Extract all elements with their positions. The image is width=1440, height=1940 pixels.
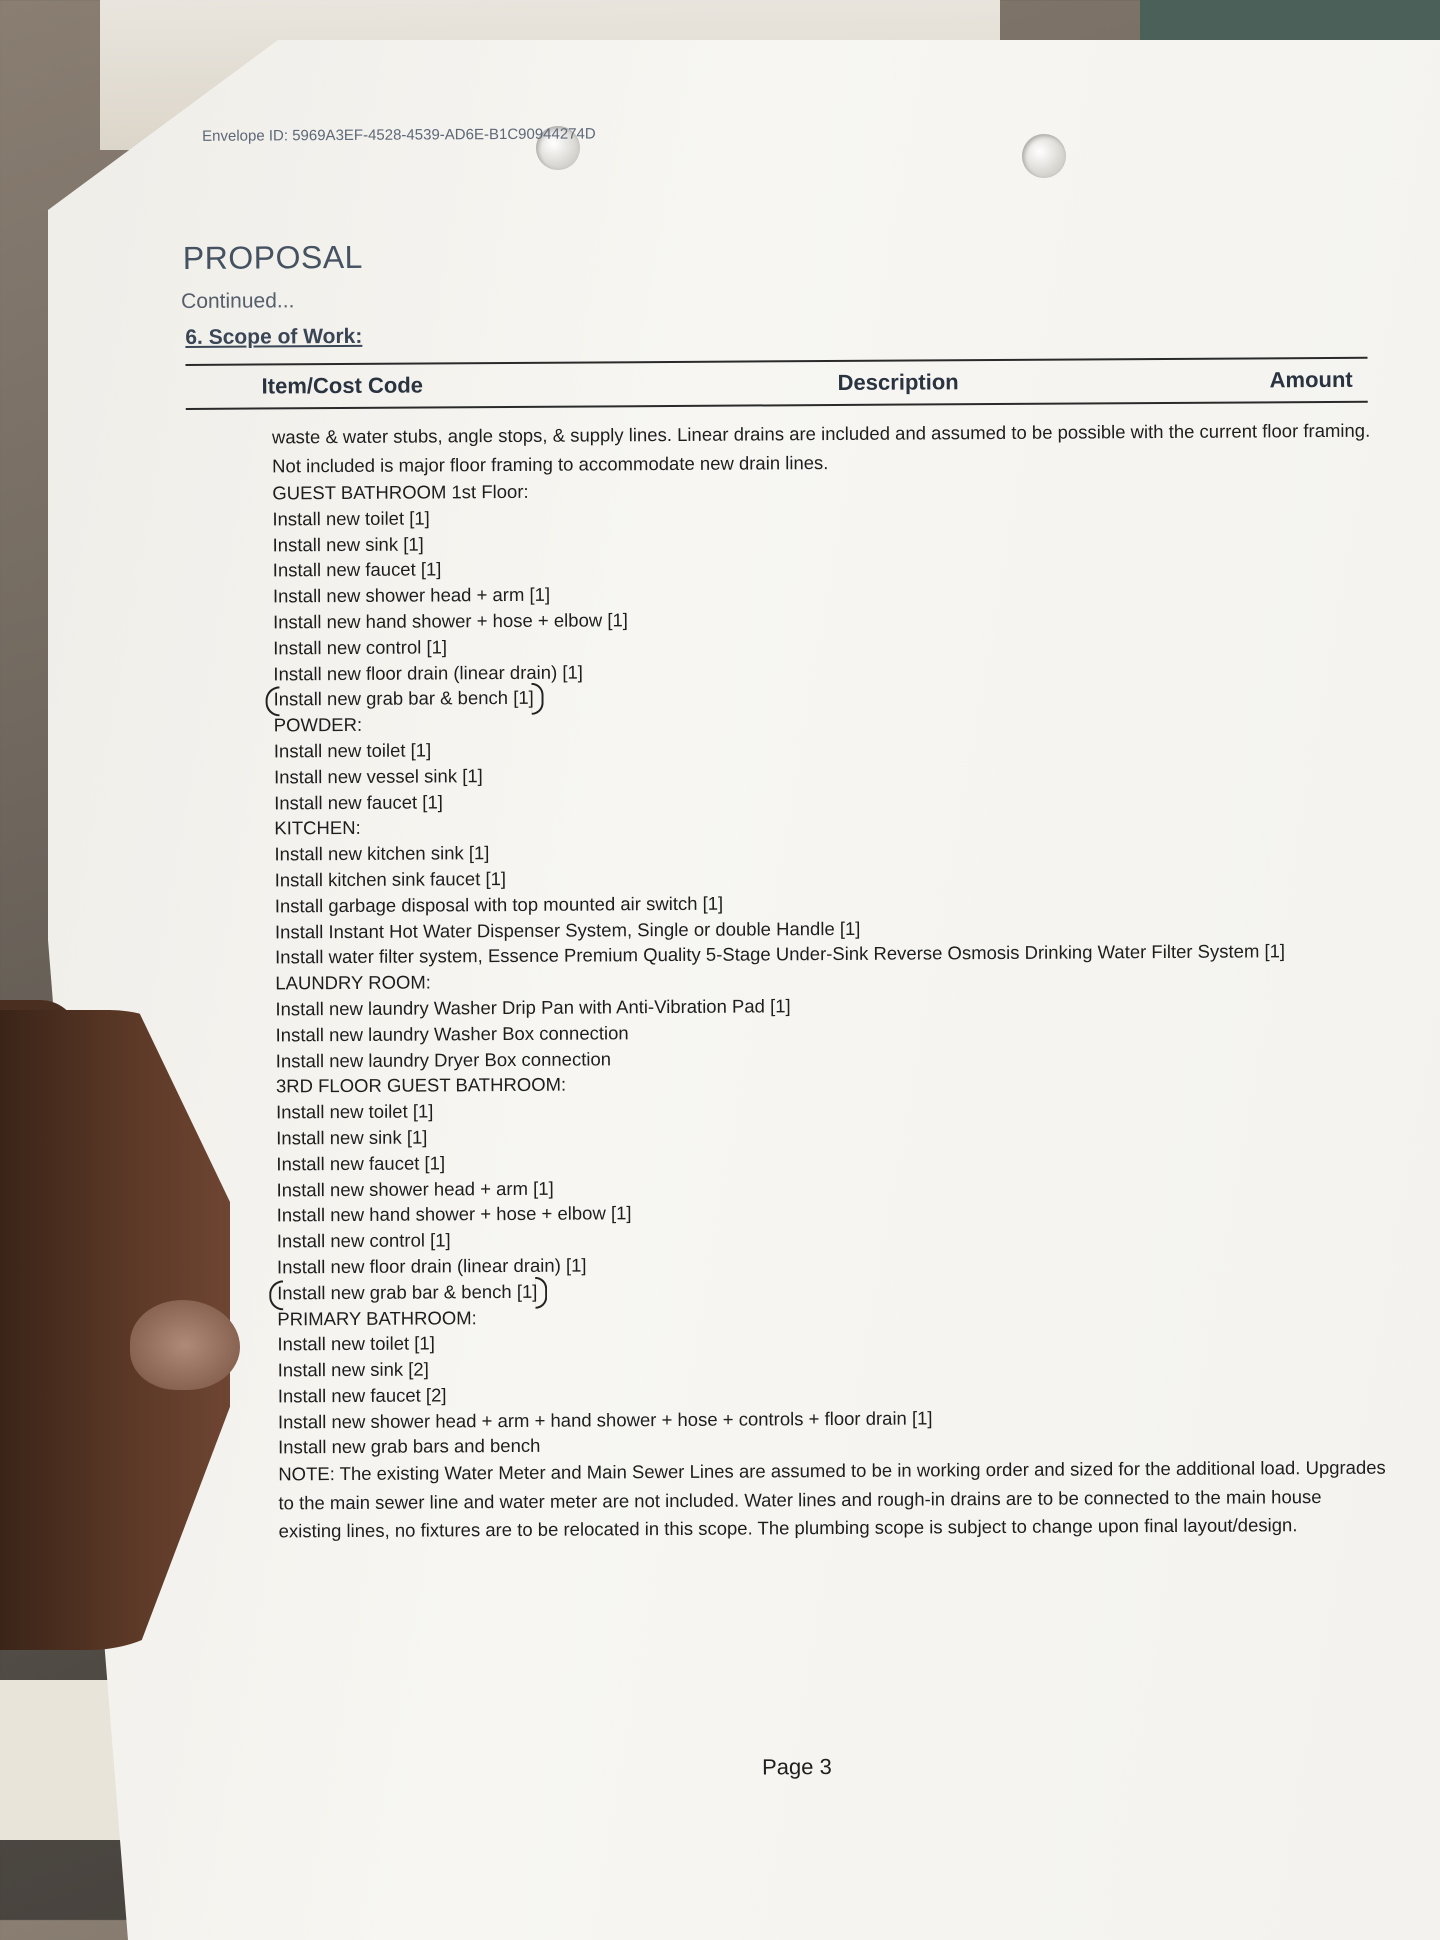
section-heading: 6. Scope of Work:: [185, 324, 363, 349]
section-label: POWDER:: [273, 714, 363, 736]
list-item: Install new faucet [2]: [277, 1384, 447, 1407]
document-subtitle: Continued...: [181, 289, 295, 313]
header-description: Description: [837, 369, 959, 395]
table-top-rule: [186, 357, 1368, 366]
list-item: Install new vessel sink [1]: [273, 764, 483, 788]
list-item: Install new shower head + arm + hand shower + hose + controls + floor drain [1]: [277, 1407, 933, 1433]
section-label: LAUNDRY ROOM:: [275, 971, 431, 994]
list-item: Install new toilet [1]: [277, 1332, 435, 1355]
list-item: Install new control [1]: [276, 1229, 451, 1252]
thumbnail: [130, 1300, 240, 1390]
list-item: Install new toilet [1]: [272, 507, 430, 530]
list-item: Install new hand shower + hose + elbow [1]: [273, 609, 628, 633]
table-header-rule: [186, 401, 1368, 410]
list-item: Install new toilet [1]: [276, 1100, 434, 1123]
handwritten-circle-mark: Install new grab bar & bench [1]: [273, 685, 533, 712]
document-content: [178, 111, 1409, 1878]
section-label: KITCHEN:: [274, 817, 361, 839]
list-item: Install new laundry Washer Box connection: [275, 1021, 629, 1046]
list-item: Install new control [1]: [273, 636, 448, 659]
list-item: Install new kitchen sink [1]: [274, 842, 490, 865]
list-item: Install new laundry Washer Drip Pan with Anti-Vibration Pad [1]: [275, 995, 791, 1020]
list-item: Install new shower head + arm [1]: [276, 1177, 554, 1200]
list-item: Install new sink [2]: [277, 1358, 429, 1381]
list-item: Install new faucet [1]: [274, 790, 443, 813]
section-label: GUEST BATHROOM 1st Floor:: [272, 480, 529, 504]
list-item: Install kitchen sink faucet [1]: [274, 867, 507, 891]
note-paragraph: NOTE: The existing Water Meter and Main Sewer Lines are assumed to be in working order and sized for the additional load. Upgrades to the main sewer line and water meter are not included. Water lines and rough-in drains are to be connected to the main house existing lines, no fixtures are to be relocated in this scope. The plumbing scope is subject to change upon final layout/design.: [278, 1456, 1386, 1542]
section-label: PRIMARY BATHROOM:: [277, 1306, 477, 1329]
list-item: Install new hand shower + hose + elbow [1]: [276, 1202, 632, 1226]
list-item: Install water filter system, Essence Premium Quality 5-Stage Under-Sink Reverse Osmosis Drinking Water Filter System [1]: [275, 940, 1286, 968]
list-item: Install new laundry Dryer Box connection: [275, 1047, 612, 1071]
list-item: Install new floor drain (linear drain) [1]: [273, 661, 583, 685]
envelope-id: Envelope ID: 5969A3EF-4528-4539-AD6E-B1C90944274D: [202, 125, 596, 145]
list-item: Install new floor drain (linear drain) [1]: [276, 1254, 587, 1278]
section-label: 3RD FLOOR GUEST BATHROOM:: [275, 1073, 567, 1097]
header-item-cost-code: Item/Cost Code: [261, 372, 424, 399]
document-title: PROPOSAL: [182, 238, 364, 276]
page-number: Page 3: [762, 1754, 832, 1780]
list-item: Install new faucet [1]: [276, 1152, 446, 1175]
intro-paragraph: waste & water stubs, angle stops, & supply lines. Linear drains are included and assumed to be possible with the current floor framing. Not included is major floor framing to accommodate new drain lines.: [271, 419, 1371, 476]
list-item: Install garbage disposal with top mounted air switch [1]: [274, 892, 724, 917]
list-item: Install new toilet [1]: [273, 739, 432, 762]
list-item: Install new sink [1]: [276, 1126, 428, 1149]
list-item: Install new sink [1]: [272, 533, 424, 556]
list-item: Install new grab bars and bench: [278, 1435, 541, 1458]
scope-body: [272, 417, 1389, 1547]
list-item: Install new shower head + arm [1]: [272, 583, 551, 607]
list-item: Install Instant Hot Water Dispenser System, Single or double Handle [1]: [274, 917, 861, 942]
handwritten-circle-mark: Install new grab bar & bench [1]: [277, 1279, 537, 1306]
header-amount: Amount: [1269, 366, 1353, 393]
list-item: Install new faucet [1]: [272, 558, 442, 581]
